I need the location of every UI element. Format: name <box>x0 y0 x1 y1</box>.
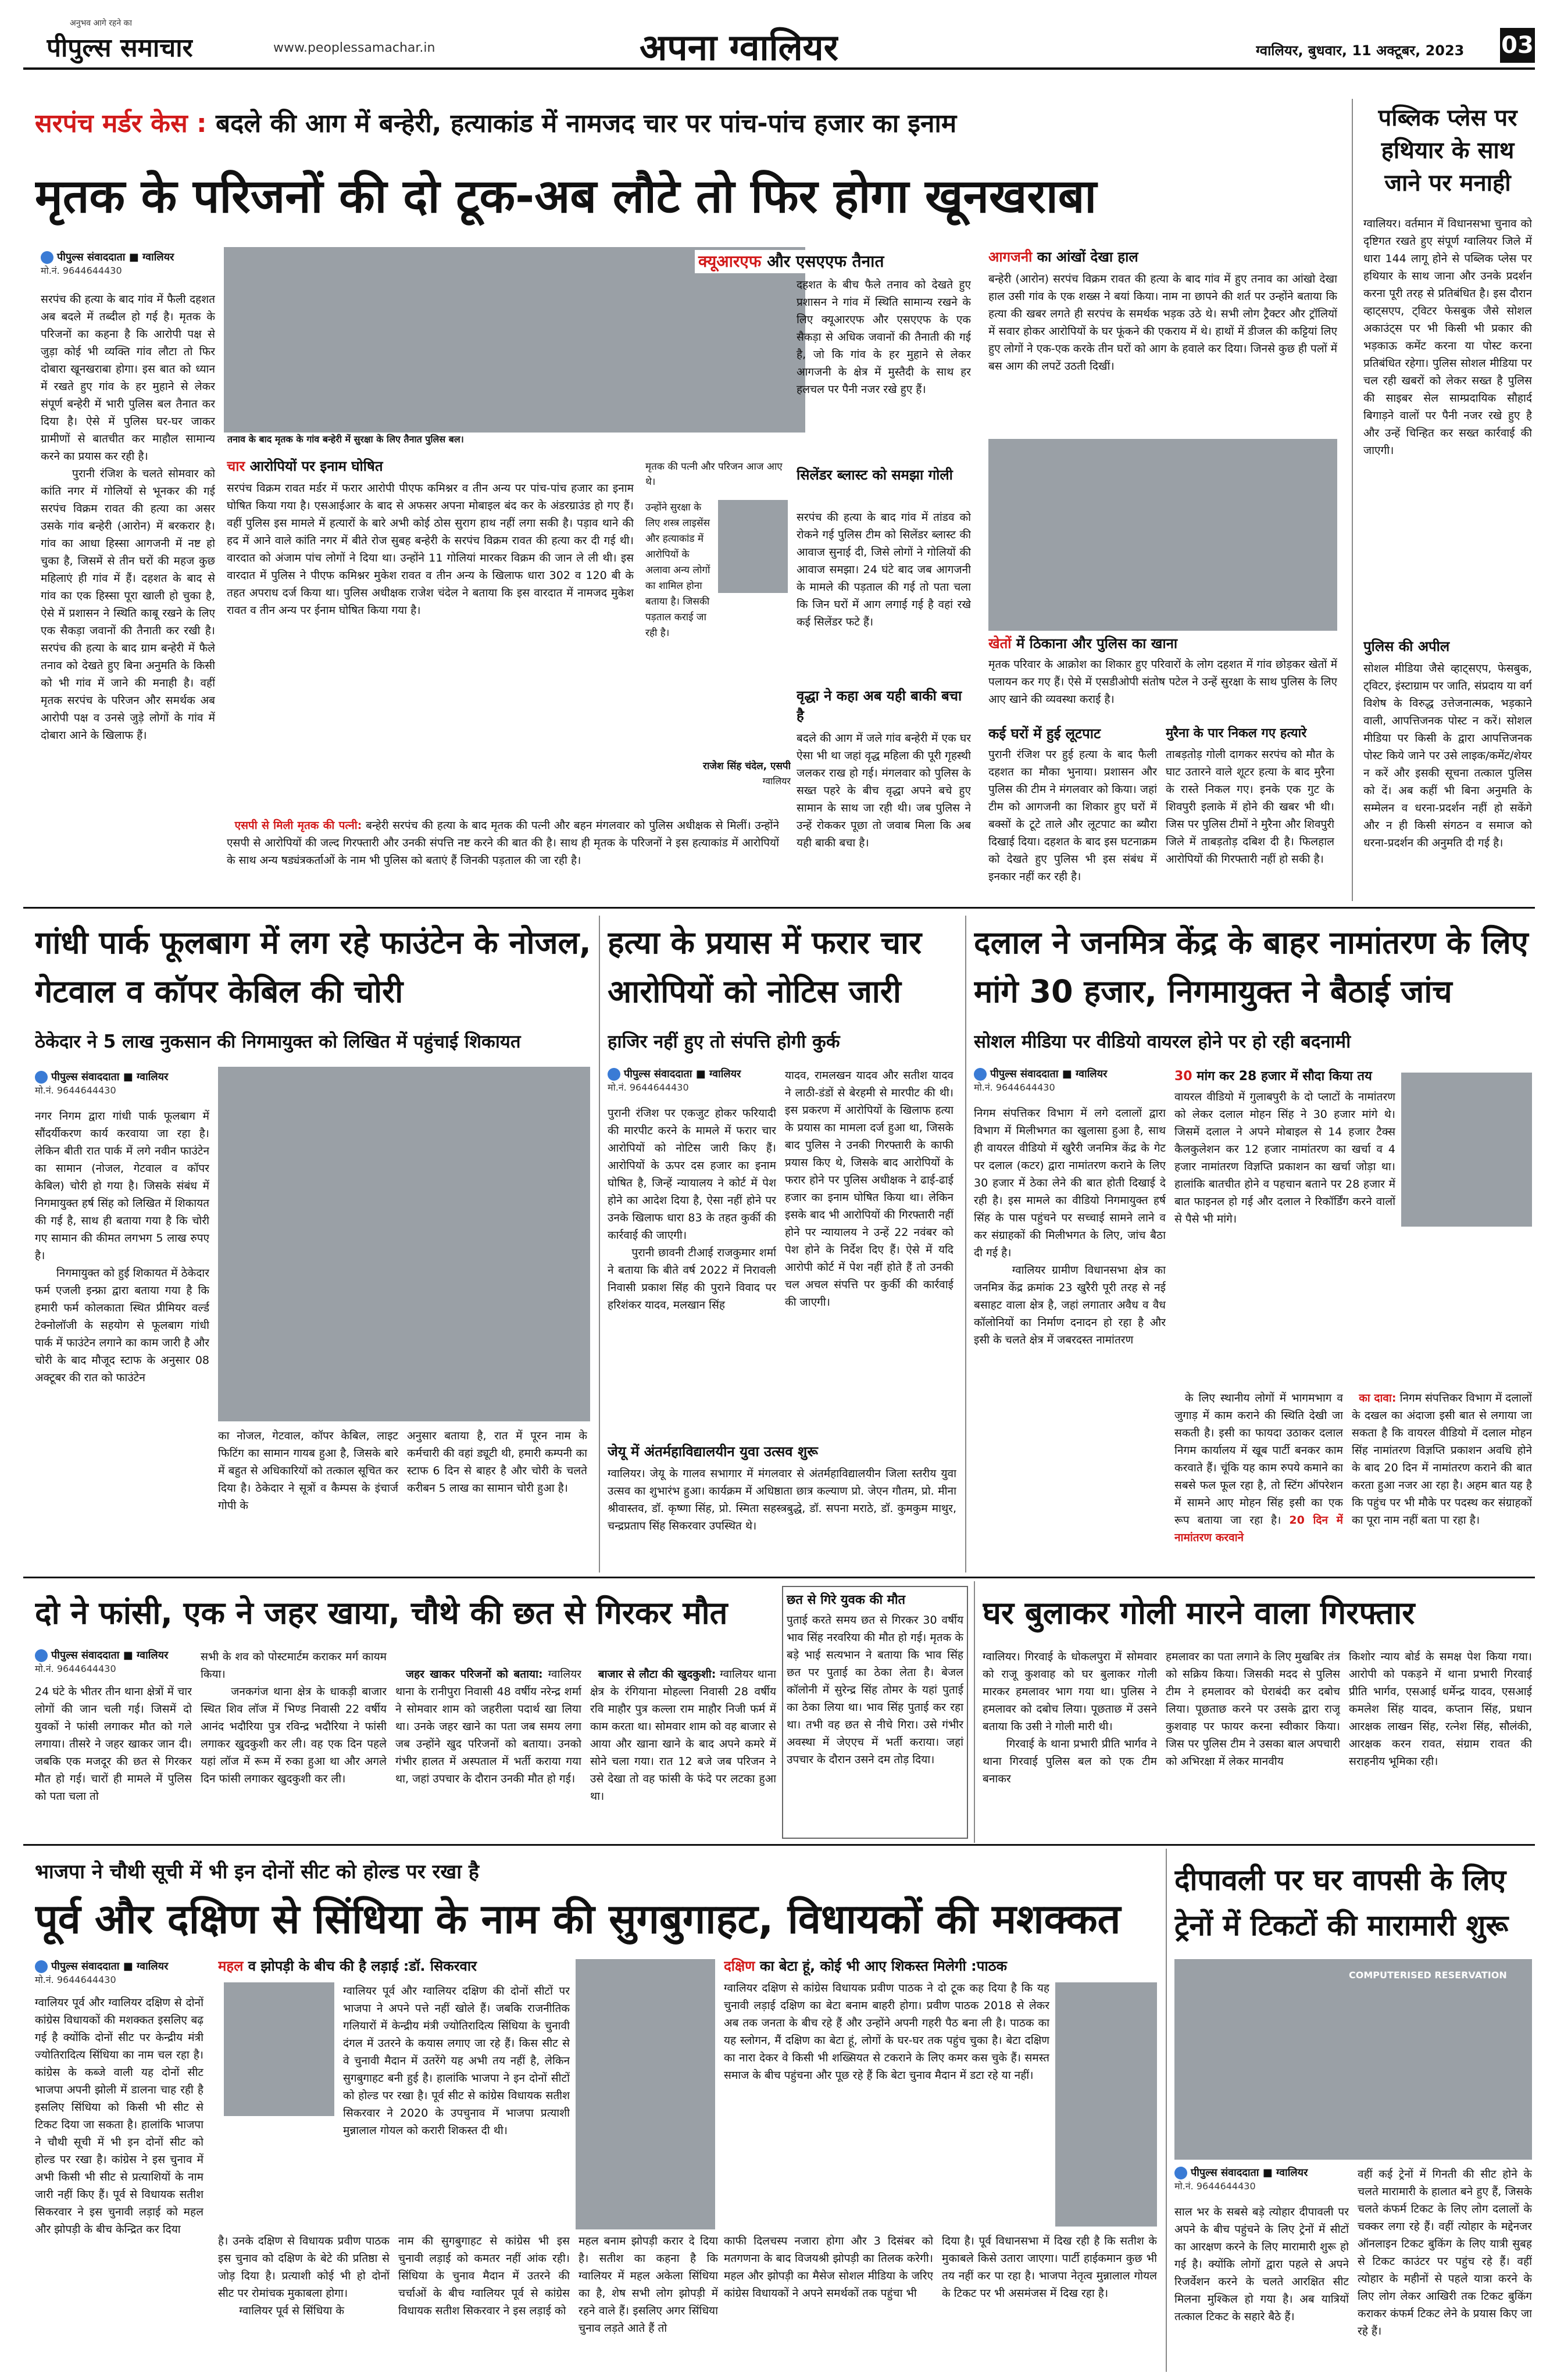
pathak-box-text: ग्वालियर दक्षिण से कांग्रेस विधायक प्रवीण पाठक ने दो टूक कह दिया है कि यह चुनावी लड़ाई दक्षिण का बेटा बनाम बाहरी होगा। प्रवीण पाठक 2018 से लेकर अब तक जनता के बीच रहे हैं और उन्होंने अपनी गहरी पैठ बना ली है। पाठक का यह स्लोगन, मैं दक्षिण का बेटा हूं, लोगों के घर-घर तक पहुंच चुका है। बेटा दक्षिण का नारा देकर वे किसी भी शख्सियत से टकराने के लिए कमर कस चुके हैं। समस्त समाज के बीच पहुंचना और पूछ रहे हैं कि बेटा चुनाव मैदान में डटा रहे या नहीं। <box>724 1982 1049 2082</box>
rule-1 <box>23 907 1535 909</box>
roof-title: छत से गिरे युवक की मौत <box>787 1593 906 1607</box>
rule-2 <box>23 1577 1535 1578</box>
broker-byline: पीपुल्स संवाददाता ■ ग्वालियर मो.नं. 9644644430 <box>974 1068 1108 1093</box>
logo-tagline: अनुभव आगे रहने का <box>70 19 132 28</box>
broker-box-title: 30 मांग कर 28 हजार में सौदा किया तय <box>1174 1069 1372 1084</box>
sidebar-text2: सोशल मीडिया जैसे व्हाट्सएप, फेसबुक, ट्विटर, इंस्टाग्राम पर जाति, संप्रदाय या वर्ग विशेष के विरुद्ध उत्तेजनात्मक, भड़काने वाली, आपत्तिजनक पोस्ट न करें। सोशल मीडिया पर किसी के द्वारा आपत्तिजनक पोस्ट किये जाने पर उसे लाइक/कमेंट/शेयर न करें और इसकी सूचना तत्काल पुलिस को दें। अब कहीं भी बिना अनुमति के सम्मेलन व धरना-प्रदर्शन नहीं हो सकेंगे और न ही किसी संगठन व समाज को धरना-प्रदर्शन की अनुमति दी गई है। <box>1363 662 1532 849</box>
lead-col1: सरपंच की हत्या के बाद गांव में फैली दहशत अब बदले में तब्दील हो गई है। मृतक के परिजनों का कहना है कि आरोपी पक्ष से जुड़ा कोई भी व्यक्ति गांव लौटा तो फिर दोबारा खूनखराबा होगा। इस बात को ध्यान में रखते हुए गांव के हर मुहाने से लेकर संपूर्ण बन्हेरी में भारी पुलिस बल तैनात कर दिया है। ऐसे में पुलिस घर-घर जाकर ग्रामीणों से बातचीत कर माहौल सामान्य करने का प्रयास कर रही है। पुरानी रंजिश के चलते सोमवार को कांति नगर में गोलियों से भूनकर की गई सरपंच विक्रम रावत की हत्या का असर उसके गांव बन्हेरी (आरोन) में बरकरार है। गांव का आधा हिस्सा आगजनी में नष्ट हो चुका है, जिसमें से तीन घरों की महज कुछ महिलाएं ही गांव में हैं। दहशत के बाद से गांव का एक हिस्सा पूरा खाली हो चुका है, ऐसे में प्रशासन ने स्थिति काबू रखने के लिए एक सैकड़ा जवानों की तैनाती कर रखी है। सरपंच की हत्या के बाद ग्राम बन्हेरी में फैले तनाव को देखते हुए बिना अनुमति के किसी को भी गांव में जाने की मनाही है। वहीं मृतक सरपंच के परिजन और समर्थक अब आरोपी पक्ष व उनसे जुड़े लोगों के गांव में दोबारा आने के खिलाफ हैं। <box>41 293 215 742</box>
suicide-byline: पीपुल्स संवाददाता ■ ग्वालियर मो.नं. 9644644430 <box>35 1649 169 1674</box>
sp-photo <box>718 500 788 593</box>
old-title: वृद्धा ने कहा अब यही बाकी बचा है <box>797 688 962 724</box>
murena-text: ताबड़तोड़ गोली दागकर सरपंच को मौत के घाट उतारने वाले शूटर हत्या के बाद मुरैना के रास्ते निकल गए। इनके एक गुट के शिवपुरी इलाके में होने की खबर भी थी। जिस पर पुलिस टीमों ने मुरैना और शिवपुरी जिले में ताबड़तोड़ दबिश दी है। फिलहाल आरोपियों की गिरफ्तारी नहीं हो सकी है। <box>1166 748 1334 866</box>
sikarwar-box-text: ग्वालियर पूर्व और ग्वालियर दक्षिण की दोनों सीटों पर भाजपा ने अपने पत्ते नहीं खोले हैं। जबकि राजनीतिक गलियारों में केन्द्रीय मंत्री ज्योतिरादित्य सिंधिया के चुनावी दंगल में उतरने के कयास लगाए जा रहे हैं। किस सीट से वे चुनावी मैदान में उतरेंगे यह अभी तय नहीं है, लेकिन सुगबुगाहट बनी हुई है। हालांकि भाजपा ने इन दोनों सीटों को होल्ड पर रखा है। पूर्व सीट से कांग्रेस विधायक सतीश सिकरवार ने 2020 के उपचुनाव में भाजपा प्रत्याशी मुन्नालाल गोयल को करारी शिकस्त दी थी। <box>343 1985 570 2137</box>
bjp-text1: ग्वालियर पूर्व और ग्वालियर दक्षिण से दोनों कांग्रेस विधायकों की मशक्कत इसलिए बढ़ गई है क्योंकि दोनों सीट पर केन्द्रीय मंत्री ज्योतिरादित्य सिंधिया का नाम चल रहा है। कांग्रेस के कब्जे वाली यह दोनों सीट भाजपा अपनी झोली में डालना चाह रही है इसलिए सिंधिया को किसी भी सीट से टिकट दिया जा सकता है। हालांकि भाजपा ने चौथी सूची में भी इन दोनों सीट को होल्ड पर रखा है। कांग्रेस ने इस चुनाव में अभी किसी भी सीट से प्रत्याशियों के नाम जारी नहीं किए हैं। पूर्व से विधायक सतीश सिकरवार ने इस चुनावी लड़ाई को महल और झोपड़ी के बीच केन्द्रित कर दिया <box>35 1996 203 2236</box>
diwali-photo <box>1174 1959 1532 2160</box>
page-number: 03 <box>1500 28 1535 63</box>
notice-text1: पुरानी रंजिश पर एकजुट होकर फरियादी की मारपीट करने के मामले में फरार चार आरोपियों को नोटिस जारी किए हैं। आरोपियों के ऊपर दस हजार का इनाम घोषित है, जिन्हें न्यायालय ने कोर्ट में पेश होने का आदेश दिया है, ऐसा नहीं होने पर उनके खिलाफ धारा 83 के तहत कुर्की की कार्रवाई की जाएगी। पुरानी छावनी टीआई राजकुमार शर्मा ने बताया कि बीते वर्ष 2022 में निरावली निवासी प्रकाश सिंह की पुराने विवाद पर हरिशंकर यादव, मलखान सिंह <box>608 1107 776 1311</box>
site-url[interactable]: www.peoplessamachar.in <box>273 41 435 55</box>
sp-quote <box>645 459 791 791</box>
rule-v-2 <box>965 916 966 1573</box>
old-text: बदले की आग में जले गांव बन्हेरी में एक घर ऐसा भी था जहां वृद्ध महिला की पूरी गृहस्थी जलकर राख हो गई। मंगलवार को पुलिस के सख्त पहरे के बीच वृद्धा अपने बचे हुए सामान के साथ जा रही थी। जब पुलिस ने उन्हें रोककर पूछा तो जवाब मिला कि अब यही बाकी बचा है। <box>797 732 971 849</box>
arrest-text1: ग्वालियर। गिरवाई के धोकलपुरा में सोमवार को राजू कुशवाह को घर बुलाकर गोली मारकर हमलावर भाग गया था। पुलिस ने हमलावर को दबोच लिया। पूछताछ में उसने बताया कि उसी ने गोली मारी थी। गिरवाई के थाना प्रभारी प्रीति भार्गव ने थाना गिरवाई पुलिस बल को एक टीम बनाकर <box>983 1650 1157 1785</box>
fountain-text2: का नोजल, गेटवाल, कॉपर केबिल, लाइट फिटिंग का सामान गायब हुआ है, जिसके बारे में बहुत से अधिकारियों को तत्काल सूचित कर दिया है। ठेकेदार ने सूत्रों व कैम्पस के इंचार्ज गोपी के <box>218 1430 398 1512</box>
diwali-text1: साल भर के सबसे बड़े त्योहार दीपावली पर अपने के बीच पहुंचने के लिए ट्रेनों में सीटों का आरक्षण करने के लिए मारामारी शुरू हो गई है। क्योंकि लोगों द्वारा पहले से अपने रिजर्वेशन करने के चलते आरक्षित सीट मिलना मुश्किल हो गया है। अब यात्रियों तत्काल टिकट के सहारे बैठे हैं। <box>1174 2206 1349 2323</box>
broker-subhead: सोशल मीडिया पर वीडियो वायरल होने पर हो रही बदनामी <box>974 1031 1351 1052</box>
bjp-text6: दिया है। पूर्व विधानसभा में दिख रही है कि सतीश के मुकाबले किसे उतारा जाएगा। पार्टी हाईकमान कुछ भी तय नहीं कर पा रहा है। भाजपा नेतृत्व मुन्नालाल गोयल के टिकट पर भी असमंजस में दिख रहा है। <box>942 2235 1157 2300</box>
arson-text: बन्हेरी (आरोन) सरपंच विक्रम रावत की हत्या के बाद गांव में हुए तनाव का आंखो देखा हाल उसी गांव के एक शख्स ने बयां किया। नाम ना छापने की शर्त पर उन्होंने बताया कि हत्या की खबर लगते ही सरपंच के समर्थक भड़क उठे थे। सभी लोग ट्रैक्टर और ट्रॉलियों में सवार होकर आरोपियों के घर फूंकने की एकराय में थे। हाथों में डीजल की कट्टियां लिए हुए लोगों ने एक-एक करके तीन घरों को आग के हवाले कर दिया। जिनसे कुछ ही पलों में बस आग की लपटें उठती दिखीं। <box>988 273 1337 373</box>
loot-title: कई घरों में हुई लूटपाट <box>988 726 1101 742</box>
sikarwar-box-title: महल व झोपड़ी के बीच की है लड़ाई :डॉ. सिकरवार <box>218 1958 477 1974</box>
notice-text2: यादव, रामलखन यादव और सतीश यादव ने लाठी-डंडों से बेरहमी से मारपीट की थी। इस प्रकरण में आरोपियों के खिलाफ हत्या के प्रयास का मामला दर्ज हुआ था, जिसके बाद पुलिस ने उनकी गिरफ्तारी के काफी प्रयास किए थे, जिसके बाद आरोपियों के फरार होने पर पुलिस अधीक्षक ने ढाई-ढाई हजार का इनाम घोषित किया था। लेकिन इसके बाद भी आरोपियों की गिरफ्तारी नहीं होने पर न्यायालय ने उन्हें 22 नवंबर को पेश होने के निर्देश दिए हैं। ऐसे में यदि आरोपी कोर्ट में पेश नहीं होते हैं तो उनकी चल अचल संपत्ति पर कुर्की की कार्रवाई की जाएगी। <box>785 1069 954 1309</box>
reservation-sign: COMPUTERISED RESERVATION <box>1349 1970 1507 1981</box>
fountain-photo <box>218 1067 590 1421</box>
farm-title: खेतों में ठिकाना और पुलिस का खाना <box>988 635 1178 652</box>
bjp-text5: काफी दिलचस्प नजारा होगा और 3 दिसंबर को मतगणना के बाद विजयश्री झोपड़ी का तिलक करेगी। महल और झोपड़ी का मैसेज सोशल मीडिया के जरिए कांग्रेस विधायकों ने अपने समर्थकों तक पहुंचा भी <box>724 2235 933 2300</box>
sidebar-headline: पब्लिक प्लेस पर हथियार के साथ जाने पर मनाही <box>1378 105 1517 196</box>
suicide-col3: जहर खाकर परिजनों को बताया: ग्वालियर थाना के रानीपुरा निवासी 48 वर्षीय नरेन्द्र शर्मा ने सोमवार शाम को जहरीला पदार्थ खा लिया था। उनके जहर खाने का पता जब समय लगा जब उन्होंने खुद परिजनों को बताया। उनको गंभीर हालत में अस्पताल में भर्ती कराया गया था, जहां उपचार के दौरान उनकी मौत हो गई। <box>395 1668 581 1785</box>
arson-title: आगजनी का आंखों देखा हाल <box>988 249 1138 265</box>
arrest-text2: हमलावर का पता लगाने के लिए मुखबिर तंत्र को सक्रिय किया। जिसकी मदद से पुलिस टीम ने हमलावर को घेराबंदी कर दबोच लिया। पूछताछ करने पर उसके द्वारा राजू कुशवाह पर फायर करना स्वीकार किया। जिस पर पुलिस टीम ने उसका बाल अपचारी को अभिरक्षा में लेकर मानवीय <box>1166 1650 1340 1768</box>
murena-title: मुरैना के पार निकल गए हत्यारे <box>1166 726 1307 741</box>
bjp-kicker: भाजपा ने चौथी सूची में भी इन दोनों सीट को होल्ड पर रखा है <box>35 1860 479 1884</box>
lead-byline: पीपुल्स संवाददाता ■ ग्वालियर मो.नं. 9644644430 <box>41 250 215 282</box>
arrest-headline: घर बुलाकर गोली मारने वाला गिरफ्तार <box>983 1595 1415 1631</box>
arson-photo <box>988 439 1337 631</box>
suicide-text1: 24 घंटे के भीतर तीन थाना क्षेत्रों में चार लोगों की जान चली गई। जिसमें दो युवकों ने फांसी लगाकर मौत को गले लगाया। तीसरे ने जहर खाकर जान दी। जबकि एक मजदूर की छत से गिरकर मौत हो गई। चारों ही मामले में पुलिस को पता चला तो <box>35 1685 192 1803</box>
bjp-byline: पीपुल्स संवाददाता ■ ग्वालियर मो.नं. 9644644430 <box>35 1960 169 1985</box>
broker-claim: का दावा: निगम संपत्तिकर विभाग में दलालों के दखल का अंदाजा इसी बात से लगाया जा सकता है कि वायरल वीडियो में दलाल मोहन सिंह नामांतरण विज्ञप्ति प्रकाशन अवधि होने के बाद 20 दिन में नामांतरण कराने की बात करता हुआ नजर आ रहा है। अहम बात यह है कि पहुंच पर भी मौके पर पदस्थ कर संग्राहकों का पूरा नाम नहीं बता पा रहा है। <box>1352 1392 1532 1527</box>
fountain-byline: पीपुल्स संवाददाता ■ ग्वालियर मो.नं. 9644644430 <box>35 1071 169 1096</box>
cyl-title: सिलेंडर ब्लास्ट को समझा गोली <box>797 467 953 483</box>
notice-byline: पीपुल्स संवाददाता ■ ग्वालियर मो.नं. 9644644430 <box>608 1068 741 1093</box>
suicide-text2: सभी के शव को पोस्टमार्टम कराकर मर्ग कायम किया। जनकगंज थाना क्षेत्र के धाकड़ी बाजार स्थित शिव लॉज में भिण्ड निवासी 22 वर्षीय आनंद भदौरिया पुत्र रविन्द्र भदौरिया ने फांसी लगाकर खुदकुशी कर ली। वह एक दिन पहले यहां लॉज में रूम में रुका हुआ था और अगले दिन फांसी लगाकर खुदकुशी कर ली। <box>201 1650 387 1785</box>
notice-subhead: हाजिर नहीं हुए तो संपत्ति होगी कुर्क <box>608 1031 840 1052</box>
jeu-title: जेयू में अंतर्महाविद्यालयीन युवा उत्सव शुरू <box>608 1443 818 1460</box>
pathak-photo <box>1055 1982 1157 2227</box>
sidebar-rule <box>1352 99 1353 901</box>
broker-headline: दलाल ने जनमित्र केंद्र के बाहर नामांतरण के लिए मांगे 30 हजार, निगमायुक्त ने बैठाई जांच <box>974 924 1529 1010</box>
section-title: अपना ग्वालियर <box>640 26 839 69</box>
roof-text: पुताई करते समय छत से गिरकर 30 वर्षीय भाव सिंह नरवरिया की मौत हो गई। मृतक के बड़े भाई सत्यभान ने बताया कि भाव सिंह छत पर पुताई का ठेका लेता है। बेजल कॉलोनी में सुरेन्द्र सिंह तोमर के यहां पुताई का ठेका लिया था। भाव सिंह पुताई कर रहा था। तभी वह छत से नीचे गिरा। उसे गंभीर अवस्था में जेएएच में भर्ती कराया। जहां उपचार के दौरान उसने दम तोड़ दिया। <box>787 1614 967 1766</box>
byline-icon <box>41 251 53 264</box>
rule-v-3 <box>974 1581 975 1843</box>
bjp-headline: पूर्व और दक्षिण से सिंधिया के नाम की सुगबुगाहट, विधायकों की मशक्कत <box>35 1895 1121 1943</box>
quote-head: मृतक की पत्नी और परिजन आज आए थे। <box>645 461 783 488</box>
roof-box <box>782 1586 968 1839</box>
byline-icon <box>35 1960 48 1973</box>
byline-icon <box>35 1649 48 1662</box>
fountain-text1: नगर निगम द्वारा गांधी पार्क फूलबाग में सौंदर्यीकरण कार्य करवाया जा रहा है। लेकिन बीती रात पार्क में लगे नवीन फाउंटेन का सामान (नोजल, गेटवाल व कॉपर केबिल) चोरी हो गया है। जिसके संबंध में निगमायुक्त हर्ष सिंह को लिखित में शिकायत की गई है, साथ ही बताया गया है कि चोरी गए सामान की कीमत लगभग 5 लाख रुपए है। निगमायुक्त को हुई शिकायत में ठेकेदार फर्म एजली इन्फ्रा द्वारा बताया गया है कि हमारी फर्म कोलकाता स्थित प्रीमियर वर्ल्ड टेक्नोलॉजी के सहयोग से फूलबाग गांधी पार्क में फाउंटेन लगाने का काम जारी है और चोरी के बाद मौजूद स्टाफ के अनुसार 08 अक्टूबर की रात को फाउंटेन <box>35 1110 209 1384</box>
diwali-headline: दीपावली पर घर वापसी के लिए ट्रेनों में टिकटों की मारामारी शुरू <box>1174 1863 1509 1942</box>
logo: पीपुल्स समाचार <box>47 33 193 63</box>
widow-text: एसपी से मिली मृतक की पत्नी: बन्हेरी सरपंच की हत्या के बाद मृतक की पत्नी और बहन मंगलवार को पुलिस अधीक्षक से मिलीं। उन्होंने एसपी से आरोपियों की जल्द गिरफ्तारी और उनकी संपत्ति नष्ट करने की बात की है। साथ ही मृतक के परिजनों ने इस हत्याकांड में आरोपियों के साथ अन्य षड्यंत्रकर्ताओं के नाम भी पुलिस को बताएं हैं जिनकी पड़ताल की जा रही है। <box>227 819 779 867</box>
byline-icon <box>1174 2167 1187 2179</box>
lead-kicker-text: बदले की आग में बन्हेरी, हत्याकांड में नामजद चार पर पांच-पांच हजार का इनाम <box>215 109 957 138</box>
byline-icon <box>608 1068 620 1081</box>
farm-text: मृतक परिवार के आक्रोश का शिकार हुए परिवारों के लोग दहशत में गांव छोड़कर खेतों में पलायन कर गए हैं। ऐसे में एसडीओपी संतोष पटेल ने उन्हें सुरक्षा के साथ पुलिस के लिए आए खाने की व्यवस्था कराई है। <box>988 658 1337 706</box>
fountain-text3: अनुसार बताया है, रात में पूरन नाम के कर्मचारी की वहां ड्यूटी थी, हमारी कम्पनी का स्टाफ 6 दिन से बाहर है और चोरी के चलते करीबन 5 लाख का सामान चोरी हुआ है। <box>407 1430 587 1495</box>
dateline: ग्वालियर, बुधवार, 11 अक्टूबर, 2023 <box>1256 42 1465 59</box>
byline-mobile: मो.नं. 9644644430 <box>41 265 122 276</box>
pathak-box-title: दक्षिण का बेटा हूं, कोई भी आए शिकस्त मिलेगी :पाठक <box>724 1958 1007 1974</box>
diwali-text2: वहीं कई ट्रेनों में गिनती की सीट होने के चलते मारामारी के हालात बने हुए हैं, जिसके चलते कंफर्म टिकट के लिए लोग दलालों के चक्कर लगा रहे हैं। वहीं त्योहार के मद्देनजर ऑनलाइन टिकट बुकिंग के लिए यात्री सुबह से टिकट काउंटर पर पहुंच रहे हैं। वहीं त्योहार के महीनों से पहले यात्रा करने के लिए लोग लेकर आखिरी तक टिकट बुकिंग कराकर कंफर्म टिकट लेने के प्रयास किए जा रहे हैं। <box>1358 2168 1532 2338</box>
byline-icon <box>974 1068 987 1081</box>
broker-text1: निगम संपत्तिकर विभाग में लगे दलालों द्वारा विभाग में मिलीभगत का खुलासा हुआ है, साथ ही वायरल वीडियो में खुरैरी जनमित्र केंद्र के गेट पर दलाल (कटर) द्वारा नामांतरण कराने के लिए 30 हजार में ठेका लेने की बात होती दिखाई दे रही है। इस मामले का वीडियो निगमायुक्त हर्ष सिंह के पास पहुंचने पर सच्चाई सामने लाने व कर संग्राहकों की मिलीभगत के लिए, जांच बैठा दी गई है। ग्वालियर ग्रामीण विधानसभा क्षेत्र का जनमित्र केंद्र क्रमांक 23 खुरैरी पूरी तरह से नई बसाहट वाला क्षेत्र है, जहां लगातार अवैध व वैध कॉलोनियों का निर्माण दनादन हो रहा है और इसी के चलते क्षेत्र में जबरदस्त नामांतरण <box>974 1107 1166 1346</box>
reward-text: सरपंच विक्रम रावत मर्डर में फरार आरोपी पीएफ कमिश्नर व तीन अन्य पर पांच-पांच हजार का इनाम घोषित किया गया है। एसआईआर के बाद से अफसर अपना मोबाइल बंद कर के अंडरग्राउंड हो गए हैं। वहीं पुलिस इस मामले में हत्यारों के बारे अभी कोई ठोस सुराग हाथ नहीं लगा सकी है। पड़ाव थाने की हद में आने वाले कांति नगर में बीते रोज सुबह बन्हेरी के सरपंच विक्रम रावत की हत्या कर दी गई थी। वारदात को अंजाम पांच लोगों ने दिया था। उन्होंने 11 गोलियां मारकर विक्रम की जान ले ली थी। इस वारदात में पुलिस ने पीएफ कमिश्नर मुकेश रावत व तीन अन्य के खिलाफ धारा 302 व 120 बी के तहत अपराध दर्ज किया था। पुलिस अधीक्षक राजेश चंदेल ने बताया कि इस वारदात में नामजद मुकेश रावत व तीन अन्य पर ईनाम घोषित किया गया है। <box>227 482 634 617</box>
suicide-headline: दो ने फांसी, एक ने जहर खाया, चौथे की छत से गिरकर मौत <box>35 1595 728 1631</box>
arrest-text3: किशोर न्याय बोर्ड के समक्ष पेश किया गया। आरोपी को पकड़ने में थाना प्रभारी गिरवाई प्रीति भार्गव, एसआई धर्मेन्द्र यादव, एसआई कमलेश सिंह यादव, कप्तान सिंह, प्रधान आरक्षक लाखन सिंह, रत्नेश सिंह, सौलंकी, आरक्षक करन रावत, संग्राम रावत की सराहनीय भूमिका रही। <box>1349 1650 1532 1768</box>
broker-photo <box>1401 1073 1532 1227</box>
notice-headline: हत्या के प्रयास में फरार चार आरोपियों को नोटिस जारी <box>608 924 922 1010</box>
bjp-text3: नाम की सुगबुगाहट से कांग्रेस भी इस चुनावी लड़ाई को कमतर नहीं आंक रही। सिंधिया के चुनाव मैदान में उतरने की चर्चाओं के बीच ग्वालियर पूर्व से कांग्रेस विधायक सतीश सिकरवार ने इस लड़ाई को <box>398 2235 570 2317</box>
fountain-subhead: ठेकेदार ने 5 लाख नुकसान की निगमायुक्त को लिखित में पहुंचाई शिकायत <box>35 1031 521 1052</box>
sidebar-sub: पुलिस की अपील <box>1363 638 1450 655</box>
sidebar-text1: ग्वालियर। वर्तमान में विधानसभा चुनाव को दृष्टिगत रखते हुए संपूर्ण ग्वालियर जिले में धारा 144 लागू होने से पब्लिक प्लेस पर हथियार के साथ जाना और उनके प्रदर्शन करना पूरी तरह से प्रतिबंधित है। इस दौरान व्हाट्सएप, ट्विटर फेसबुक जैसे सोशल अकाउंट्स पर भी किसी भी प्रकार की भड़काऊ कमेंट करना या पोस्ट करना प्रतिबंधित रहेगा। पुलिस सोशल मीडिया पर चल रही खबरों को लेकर सख्त है पुलिस की साइबर सेल साम्प्रदायिक सौहार्द बिगाड़ने वालों पर पैनी नजर रखे हुए है और उन्हें चिन्हित कर सख्त कार्रवाई की जाएगी। <box>1363 217 1532 457</box>
bjp-text2: है। उनके दक्षिण से विधायक प्रवीण पाठक इस चुनाव को दक्षिण के बेटे की प्रतिष्ठा से जोड़ दिया है। प्रत्याशी कोई भी हो दोनों सीट पर रोमांचक मुकाबला होगा। ग्वालियर पूर्व से सिंधिया के <box>218 2235 390 2317</box>
qrf-title: क्यूआरएफ और एसएएफ तैनात <box>695 250 997 273</box>
quote-name: राजेश सिंह चंदेल, एसपी <box>703 760 791 772</box>
rule-3 <box>23 1844 1535 1846</box>
cyl-text: सरपंच की हत्या के बाद गांव में तांडव को रोकने गई पुलिस टीम को सिलेंडर ब्लास्ट की आवाज सुनाई दी, जिसे लोगों ने गोलियों की आवाज समझा। 24 घंटे बाद जब आगजनी के मामले की पड़ताल की गई तो पता चला कि जिन घरों में आग लगाई गई है वहां रखे कई सिलेंडर फटे हैं। <box>797 511 971 628</box>
jeu-text: ग्वालियर। जेयू के गालव सभागार में मंगलवार से अंतर्महाविद्यालयीन जिला स्तरीय युवा उत्सव का शुभारंभ हुआ। कार्यक्रम में अधिष्ठाता छात्र कल्याण प्रो. जेएन गौतम, प्रो. मीना श्रीवास्तव, डॉ. कृष्णा सिंह, प्रो. स्मिता सहस्त्रबुद्धे, डॉ. सपना मराठे, डॉ. कुमकुम माथुर, चन्द्रप्रताप सिंह सिकरवार उपस्थित थे। <box>608 1467 956 1532</box>
lead-kicker-label: सरपंच मर्डर केस : <box>35 109 207 138</box>
rule-v-4 <box>1166 1849 1167 2372</box>
reward-title: चार आरोपियों पर इनाम घोषित <box>227 458 383 474</box>
suicide-col4: बाजार से लौटा की खुदकुशी: ग्वालियर थाना क्षेत्र के रंगियाना मोहल्ला निवासी 28 वर्षीय रवि माहौर पुत्र कल्ला राम माहौर निजी फर्म में काम करता था। सोमवार शाम को वह बाजार से आया और खाना खाने के बाद अपने कमरे में सोने चला गया। रात 12 बजे जब परिजन ने उसे देखा तो वह फांसी के फंदे पर लटका हुआ था। <box>590 1668 776 1803</box>
lead-kicker <box>35 105 1331 145</box>
masthead <box>23 17 1535 70</box>
lead-photo-caption: तनाव के बाद मृतक के गांव बन्हेरी में सुरक्षा के लिए तैनात पुलिस बल। <box>224 433 805 448</box>
byline-icon <box>35 1071 48 1084</box>
sikarwar-photo <box>224 1982 334 2116</box>
rule-v-1 <box>599 916 600 1573</box>
qrf-text: दहशत के बीच फैले तनाव को देखते हुए प्रशासन ने गांव में स्थिति सामान्य रखने के लिए क्यूआरएफ और एसएएफ के एक सैकड़ा से अधिक जवानों की तैनाती की गई है, जो कि गांव के हर मुहाने से लेकर आगजनी के क्षेत्र में मुस्तैदी के साथ हर हलचल पर पैनी नजर रखे हुए हैं। <box>797 278 971 396</box>
quote-text: उन्होंने सुरक्षा के लिए शस्त्र लाइसेंस और हत्याकांड में आरोपियों के अलावा अन्य लोगों का शामिल होना बताया है। जिसकी पड़ताल कराई जा रही है। <box>645 502 710 639</box>
scindia-photo <box>576 1959 715 2229</box>
broker-box-text: वायरल वीडियो में गुलाबपुरी के दो प्लाटों के नामांतरण को लेकर दलाल मोहन सिंह ने 30 हजार मांगे थे। जिसमें दलाल ने अपने मोबाइल से 14 हजार टैक्स कैलकुलेशन कर 12 हजार नामांतरण का खर्चा व 4 हजार नामांतरण विज्ञप्ति प्रकाशन का खर्चा जोड़ा था। हालांकि बातचीत होने व पहचान बताने पर 28 हजार में बात फाइनल हो गई और दलाल ने रिकॉर्डिंग करने वालों से पैसे भी मांगे। <box>1174 1091 1395 1225</box>
lead-headline: मृतक के परिजनों की दो टूक-अब लौटे तो फिर होगा खूनखराबा <box>35 169 1097 223</box>
lead-photo <box>224 247 805 448</box>
quote-city: ग्वालियर <box>762 776 791 787</box>
broker-text2: के लिए स्थानीय लोगों में भागमभाग व जुगाड़ में काम कराने की स्थिति देखी जा सकती है। इसी का फायदा उठाकर दलाल निगम कार्यालय में खूब पार्टी बनकर काम करवाते हैं। चूंकि यह काम रुपये कमाने का सबसे फल फूल रहा है, तो स्टिंग ऑपरेशन में सामने आए मोहन सिंह इसी का एक रूप बताया जा रहा है। 20 दिन में नामांतरण करवाने <box>1174 1392 1343 1544</box>
bjp-text4: महल बनाम झोपड़ी करार दे दिया है। सतीश का कहना है कि ग्वालियर में महल अकेला सिंधिया का है, शेष सभी लोग झोपड़ी में रहने वाले हैं। इसलिए अगर सिंधिया चुनाव लड़ते आते हैं तो <box>578 2235 718 2335</box>
fountain-headline: गांधी पार्क फूलबाग में लग रहे फाउंटेन के नोजल, गेटवाल व कॉपर केबिल की चोरी <box>35 924 591 1010</box>
loot-text: पुरानी रंजिश पर हुई हत्या के बाद फैली दहशत का मौका भुनाया। प्रशासन और पुलिस की टीम ने मंगलवार को किया। जहां टीम को आगजनी का शिकार हुए घरों में बक्सों के टूटे ताले और लूटपाट का ब्यौरा दिखाई दिया। दहशत के बाद इस घटनाक्रम को देखते हुए पुलिस भी इस संबंध में इनकार नहीं कर रही है। <box>988 748 1157 883</box>
diwali-byline: पीपुल्स संवाददाता ■ ग्वालियर मो.नं. 9644644430 <box>1174 2167 1308 2192</box>
